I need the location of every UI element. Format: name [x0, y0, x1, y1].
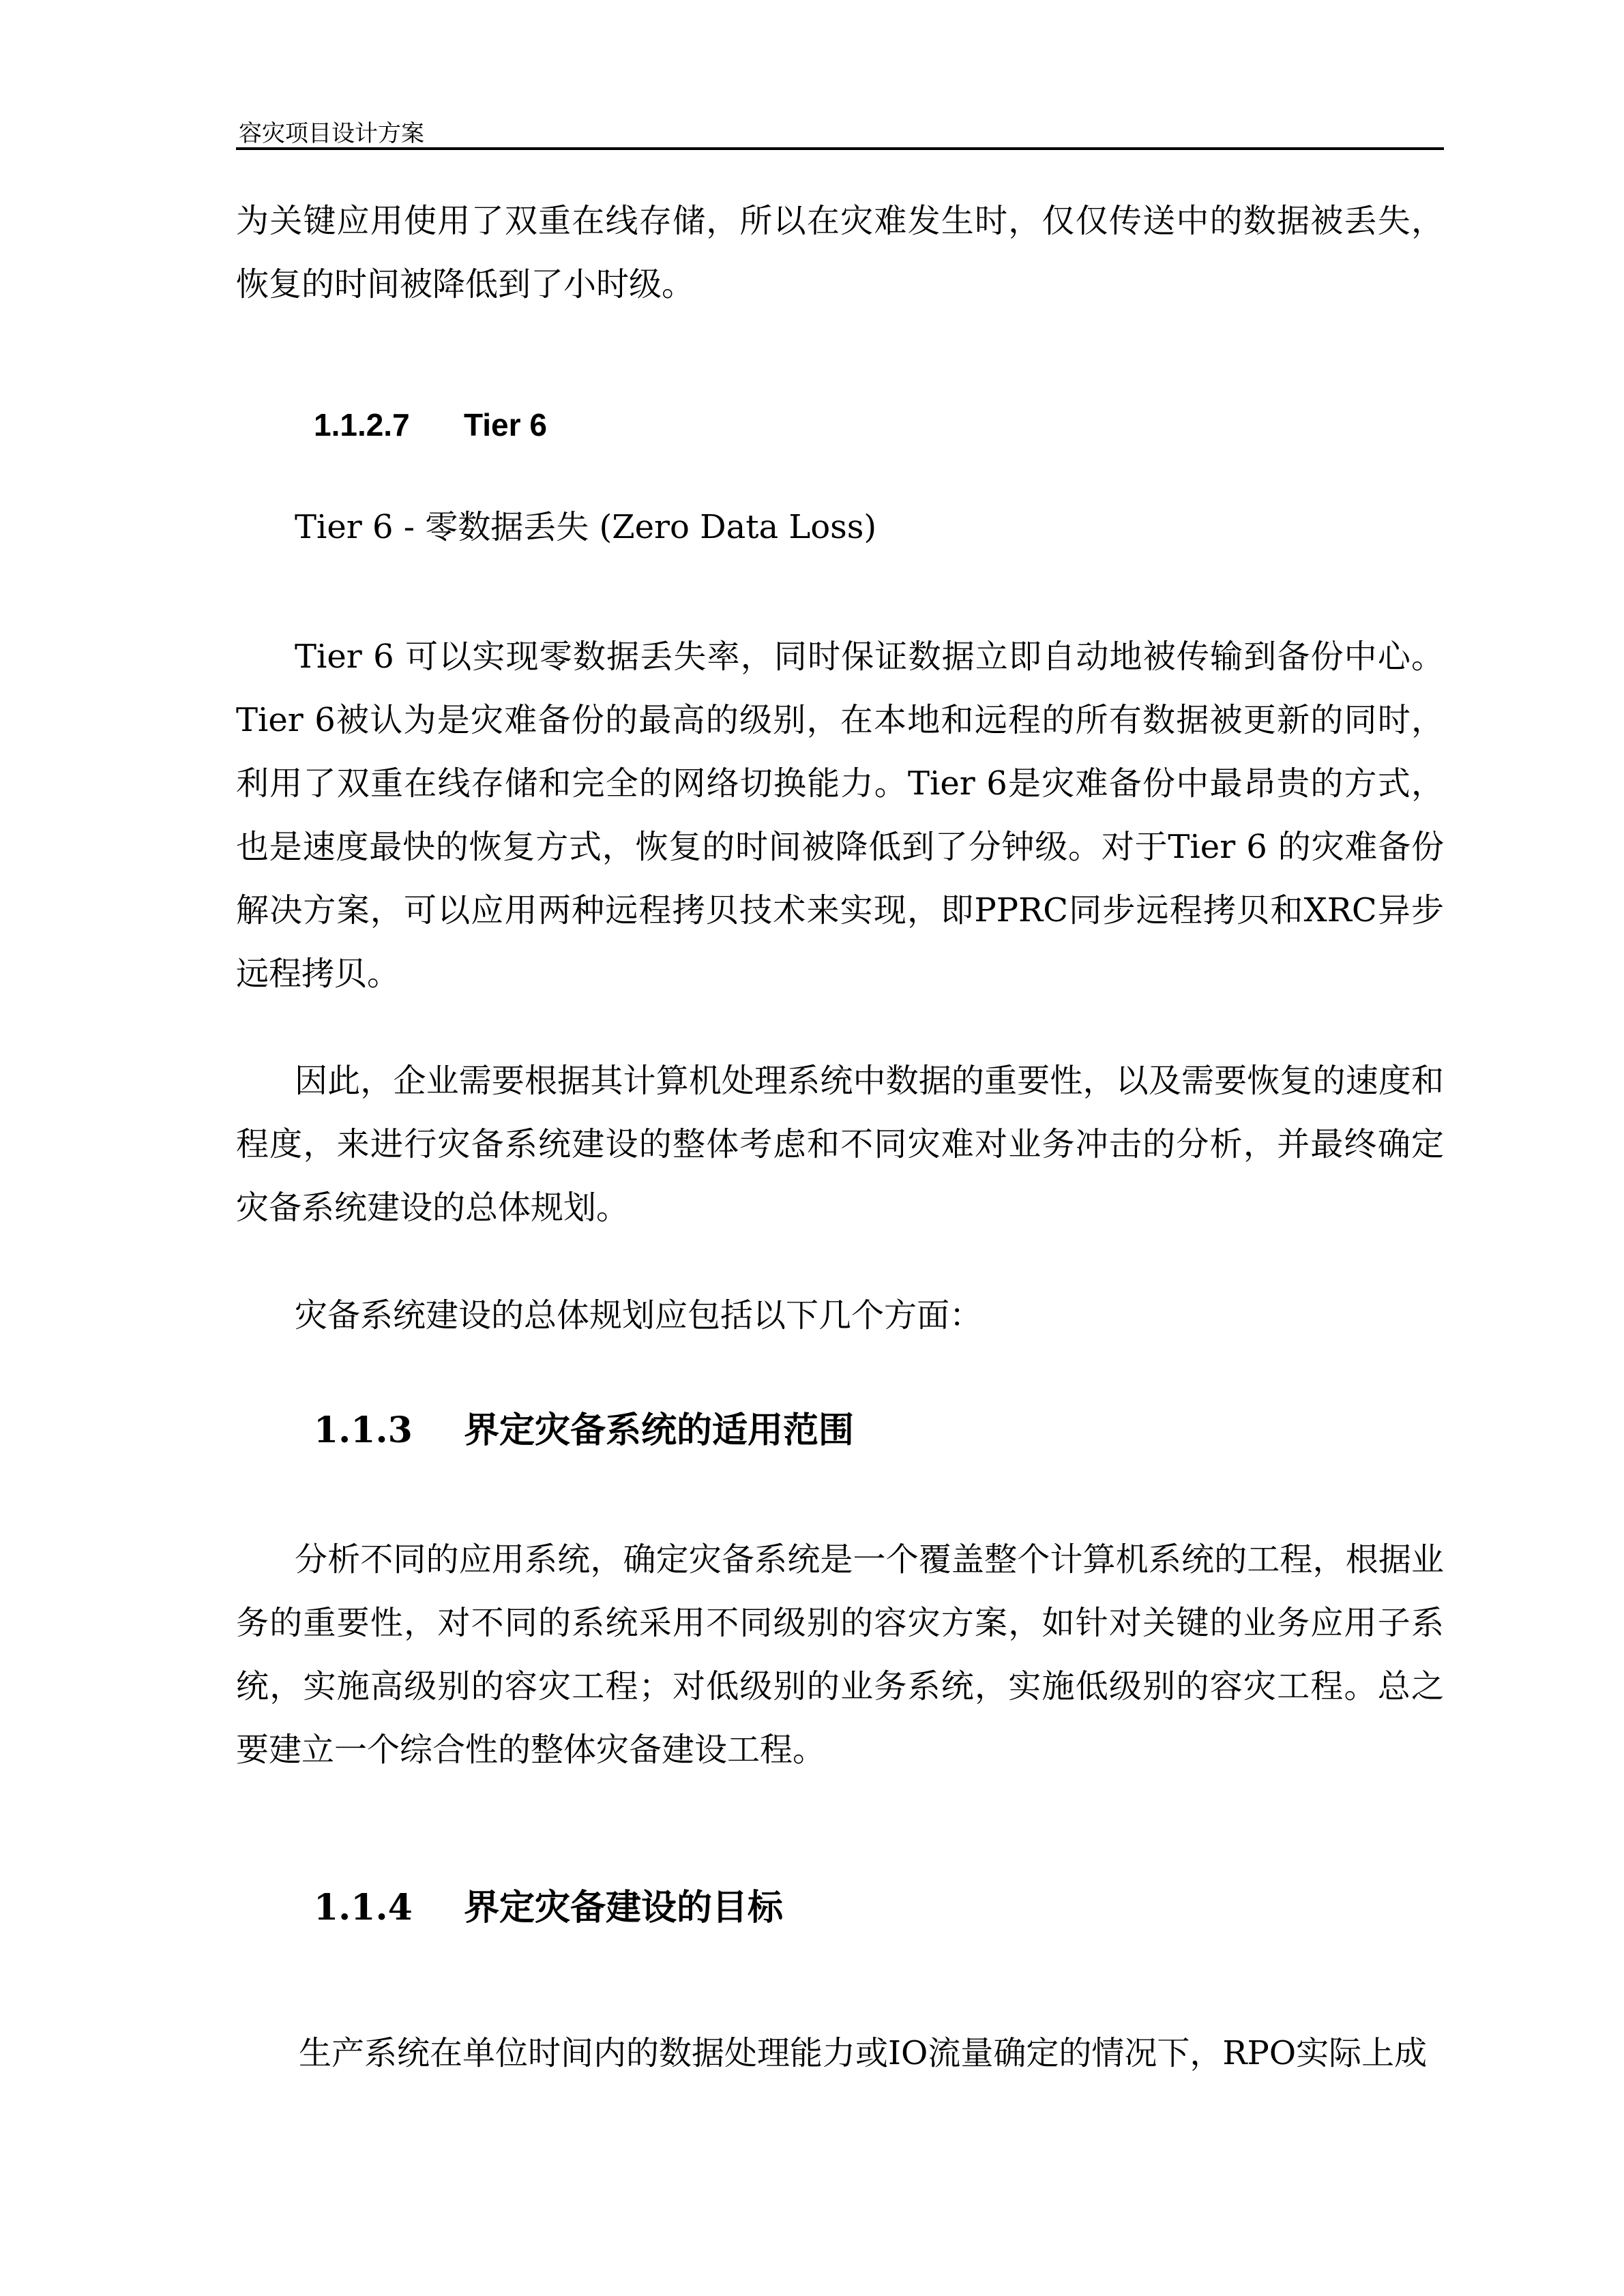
heading-title: 界定灾备系统的适用范围	[464, 1410, 855, 1451]
section-heading-1-1-2-7	[314, 406, 547, 443]
paragraph: 灾备系统建设的总体规划应包括以下几个方面：	[295, 1296, 983, 1335]
page-header-title: 容灾项目设计方案	[239, 120, 424, 147]
section-heading-1-1-3	[314, 1401, 854, 1452]
paragraph: 分析不同的应用系统，确定灾备系统是一个覆盖整个计算机系统的工程，根据业务的重要性，对不同的系统采用不同级别的容灾方案，如针对关键的业务应用子系统，实施高级别的容灾工程；对低级别的业务系统，实施低级别的容灾工程。总之要建立一个综合性的整体灾备建设工程。	[236, 1540, 1444, 1769]
section-heading-1-1-4	[314, 1879, 783, 1930]
heading-number: 1.1.2.7	[314, 407, 410, 443]
tier6-subtitle: Tier 6 - 零数据丢失 (Zero Data Loss)	[295, 508, 877, 546]
heading-number: 1.1.3	[314, 1410, 413, 1451]
paragraph: 因此，企业需要根据其计算机处理系统中数据的重要性，以及需要恢复的速度和程度，来进行灾备系统建设的整体考虑和不同灾难对业务冲击的分析，并最终确定灾备系统建设的总体规划。	[236, 1062, 1444, 1227]
heading-title: 界定灾备建设的目标	[464, 1887, 784, 1928]
paragraph: 生产系统在单位时间内的数据处理能力或IO流量确定的情况下，RPO实际上成	[299, 2034, 1428, 2072]
heading-title: Tier 6	[464, 407, 547, 443]
heading-number: 1.1.4	[314, 1887, 413, 1928]
paragraph: 为关键应用使用了双重在线存储，所以在灾难发生时，仅仅传送中的数据被丢失，恢复的时间被降低到了小时级。	[236, 202, 1444, 303]
header-divider	[236, 147, 1444, 150]
paragraph: Tier 6 可以实现零数据丢失率，同时保证数据立即自动地被传输到备份中心。Tier 6被认为是灾难备份的最高的级别，在本地和远程的所有数据被更新的同时，利用了双重在线存储和完全的网络切换能力。Tier 6是灾难备份中最昂贵的方式，也是速度最快的恢复方式，恢复的时间被降低到了分钟级。对于Tier 6 的灾难备份解决方案，可以应用两种远程拷贝技术来实现，即PPRC同步远程拷贝和XRC异步远程拷贝。	[236, 638, 1444, 993]
